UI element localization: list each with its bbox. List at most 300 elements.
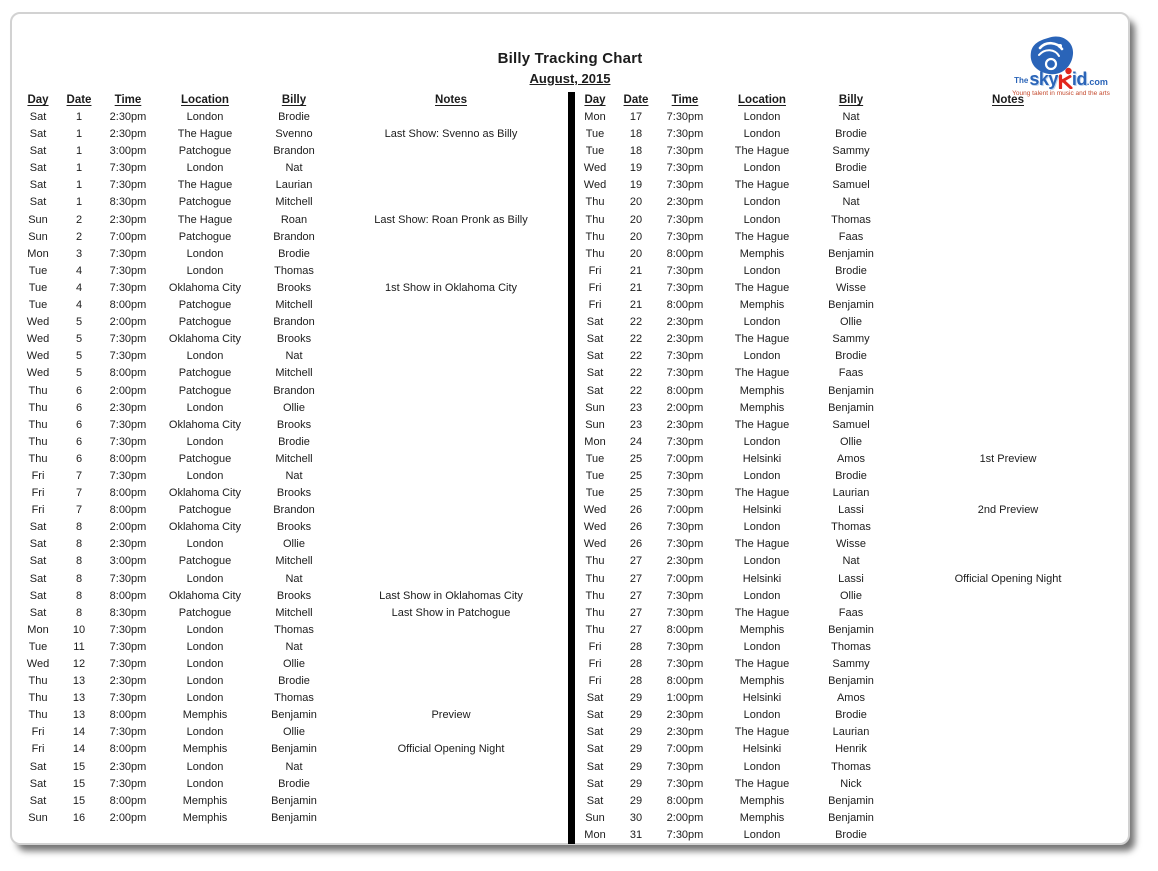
schedule-row bbox=[575, 177, 1125, 194]
cell-time: 7:30pm bbox=[666, 658, 704, 670]
cell-date: 16 bbox=[72, 811, 86, 824]
cell-day: Fri bbox=[588, 299, 602, 312]
cell-date: 28 bbox=[629, 658, 643, 670]
cell-day: Sat bbox=[29, 196, 47, 209]
schedule-row bbox=[18, 417, 568, 434]
logo-the-text: The bbox=[1014, 76, 1029, 85]
cell-billy: Benjamin bbox=[828, 247, 874, 260]
schedule-row bbox=[18, 297, 568, 314]
cell-notes: 2nd Preview bbox=[977, 504, 1039, 517]
cell-notes: Last Show in Oklahomas City bbox=[379, 589, 523, 602]
cell-location: Memphis bbox=[182, 743, 228, 756]
col-header-location: Location bbox=[181, 94, 229, 106]
schedule-row bbox=[18, 588, 568, 605]
cell-location: Memphis bbox=[739, 811, 785, 824]
cell-date: 17 bbox=[629, 111, 643, 123]
cell-location: The Hague bbox=[734, 333, 790, 346]
cell-time: 7:30pm bbox=[666, 469, 704, 482]
schedule-row bbox=[18, 434, 568, 451]
cell-billy: Brodie bbox=[835, 709, 867, 722]
cell-time: 7:30pm bbox=[109, 435, 147, 448]
cell-day: Sat bbox=[29, 589, 47, 602]
cell-date: 25 bbox=[629, 487, 643, 500]
cell-billy: Thomas bbox=[831, 640, 871, 653]
cell-location: London bbox=[743, 162, 781, 175]
cell-date: 14 bbox=[72, 743, 86, 756]
cell-time: 7:30pm bbox=[109, 333, 147, 346]
cell-time: 8:00pm bbox=[666, 247, 704, 260]
cell-time: 8:00pm bbox=[666, 299, 704, 312]
cell-time: 8:00pm bbox=[109, 487, 147, 500]
cell-day: Thu bbox=[28, 452, 48, 465]
cell-date: 20 bbox=[629, 247, 643, 260]
cell-notes bbox=[891, 553, 1125, 570]
cell-day: Wed bbox=[26, 367, 50, 380]
cell-day: Fri bbox=[31, 743, 45, 756]
cell-location: The Hague bbox=[734, 487, 790, 500]
cell-time: 8:00pm bbox=[109, 367, 147, 380]
schedule-row bbox=[575, 759, 1125, 776]
cell-location: The Hague bbox=[734, 179, 790, 192]
schedule-row bbox=[18, 741, 568, 758]
cell-billy: Thomas bbox=[274, 264, 314, 277]
cell-notes: Preview bbox=[431, 709, 471, 722]
cell-day: Sat bbox=[29, 572, 47, 585]
cell-time: 7:30pm bbox=[109, 179, 147, 192]
cell-date: 22 bbox=[629, 316, 643, 329]
cell-location: Helsinki bbox=[742, 504, 782, 517]
cell-date: 8 bbox=[75, 572, 83, 585]
cell-billy: Brooks bbox=[276, 281, 312, 294]
cell-date: 26 bbox=[629, 538, 643, 551]
cell-day: Sat bbox=[586, 760, 604, 773]
cell-time: 7:30pm bbox=[666, 777, 704, 790]
cell-location: London bbox=[186, 640, 224, 653]
cell-notes bbox=[334, 502, 568, 519]
schedule-row bbox=[575, 553, 1125, 570]
cell-billy: Brandon bbox=[273, 384, 315, 397]
cell-billy: Ollie bbox=[839, 435, 862, 448]
cell-location: London bbox=[743, 640, 781, 653]
cell-day: Thu bbox=[28, 709, 48, 722]
cell-notes bbox=[334, 434, 568, 451]
cell-notes: Official Opening Night bbox=[954, 572, 1062, 585]
cell-location: Patchogue bbox=[178, 606, 232, 619]
schedule-row bbox=[575, 434, 1125, 451]
schedule-row bbox=[18, 229, 568, 246]
cell-time: 8:00pm bbox=[109, 709, 147, 722]
cell-date: 20 bbox=[629, 196, 643, 209]
cell-location: Memphis bbox=[739, 675, 785, 688]
cell-day: Tue bbox=[585, 128, 605, 141]
cell-location: London bbox=[186, 435, 224, 448]
cell-location: Oklahoma City bbox=[168, 487, 242, 500]
cell-date: 1 bbox=[75, 111, 83, 123]
cell-time: 8:30pm bbox=[109, 606, 147, 619]
cell-notes bbox=[334, 109, 568, 126]
cell-location: London bbox=[743, 709, 781, 722]
cell-billy: Ollie bbox=[839, 316, 862, 329]
cell-date: 22 bbox=[629, 367, 643, 380]
schedule-row bbox=[575, 160, 1125, 177]
cell-time: 2:00pm bbox=[666, 401, 704, 414]
cell-time: 8:00pm bbox=[666, 794, 704, 807]
cell-billy: Mitchell bbox=[275, 196, 313, 209]
cell-time: 7:30pm bbox=[109, 692, 147, 705]
cell-day: Thu bbox=[28, 692, 48, 705]
schedule-row bbox=[575, 519, 1125, 536]
cell-date: 12 bbox=[72, 658, 86, 670]
cell-billy: Samuel bbox=[832, 179, 870, 192]
cell-date: 6 bbox=[75, 401, 83, 414]
cell-location: London bbox=[186, 777, 224, 790]
cell-notes bbox=[334, 297, 568, 314]
cell-time: 2:00pm bbox=[666, 811, 704, 824]
schedule-row bbox=[18, 536, 568, 553]
col-header-time: Time bbox=[114, 94, 142, 106]
schedule-row bbox=[575, 622, 1125, 639]
cell-billy: Brodie bbox=[278, 435, 310, 448]
cell-notes bbox=[891, 673, 1125, 690]
cell-billy: Laurian bbox=[275, 179, 313, 192]
cell-billy: Brodie bbox=[278, 777, 310, 790]
cell-location: London bbox=[186, 247, 224, 260]
cell-time: 2:30pm bbox=[666, 726, 704, 739]
cell-billy: Benjamin bbox=[271, 794, 317, 807]
cell-notes bbox=[891, 297, 1125, 314]
cell-notes bbox=[891, 212, 1125, 229]
cell-billy: Nat bbox=[285, 572, 303, 585]
schedule-row bbox=[575, 297, 1125, 314]
cell-time: 7:00pm bbox=[109, 230, 147, 243]
schedule-row bbox=[575, 365, 1125, 382]
cell-date: 1 bbox=[75, 196, 83, 209]
cell-notes bbox=[334, 229, 568, 246]
schedule-row bbox=[575, 246, 1125, 263]
cell-billy: Brandon bbox=[273, 230, 315, 243]
cell-location: London bbox=[743, 196, 781, 209]
cell-time: 7:30pm bbox=[109, 418, 147, 431]
logo-com-text: .com bbox=[1086, 77, 1108, 87]
cell-day: Fri bbox=[31, 504, 45, 517]
schedule-row bbox=[18, 160, 568, 177]
cell-time: 7:30pm bbox=[109, 469, 147, 482]
schedule-row bbox=[575, 724, 1125, 741]
cell-date: 11 bbox=[73, 640, 85, 653]
cell-location: The Hague bbox=[734, 418, 790, 431]
schedule-tables bbox=[12, 92, 1128, 844]
cell-location: The Hague bbox=[734, 145, 790, 158]
cell-time: 2:30pm bbox=[666, 316, 704, 329]
cell-date: 7 bbox=[75, 469, 83, 482]
cell-day: Fri bbox=[588, 281, 602, 294]
cell-day: Thu bbox=[585, 555, 605, 568]
schedule-row bbox=[18, 519, 568, 536]
cell-location: Oklahoma City bbox=[168, 333, 242, 346]
cell-billy: Lassi bbox=[838, 572, 864, 585]
cell-date: 30 bbox=[629, 811, 643, 824]
schedule-row bbox=[18, 177, 568, 194]
cell-date: 31 bbox=[629, 828, 643, 841]
cell-notes bbox=[891, 263, 1125, 280]
schedule-row bbox=[575, 468, 1125, 485]
cell-time: 7:00pm bbox=[666, 504, 704, 517]
cell-billy: Nat bbox=[842, 111, 860, 123]
cell-notes bbox=[891, 434, 1125, 451]
schedule-row bbox=[18, 639, 568, 656]
cell-date: 25 bbox=[629, 469, 643, 482]
col-header-date: Date bbox=[66, 94, 92, 106]
cell-billy: Svenno bbox=[275, 128, 313, 141]
cell-time: 2:00pm bbox=[109, 811, 147, 824]
cell-location: The Hague bbox=[177, 179, 233, 192]
cell-location: Memphis bbox=[739, 247, 785, 260]
cell-time: 7:30pm bbox=[666, 521, 704, 534]
cell-date: 28 bbox=[629, 640, 643, 653]
schedule-row bbox=[18, 365, 568, 382]
schedule-row bbox=[575, 673, 1125, 690]
cell-date: 6 bbox=[75, 418, 83, 431]
cell-location: London bbox=[743, 264, 781, 277]
cell-day: Sat bbox=[29, 162, 47, 175]
cell-date: 4 bbox=[75, 264, 83, 277]
cell-time: 7:30pm bbox=[666, 640, 704, 653]
cell-day: Wed bbox=[26, 658, 50, 670]
cell-billy: Brooks bbox=[276, 333, 312, 346]
cell-time: 8:00pm bbox=[109, 299, 147, 312]
cell-time: 7:30pm bbox=[666, 230, 704, 243]
cell-date: 19 bbox=[629, 179, 643, 192]
document-page bbox=[10, 12, 1130, 845]
cell-time: 7:30pm bbox=[666, 179, 704, 192]
cell-day: Wed bbox=[583, 162, 607, 175]
cell-time: 2:30pm bbox=[109, 128, 147, 141]
cell-date: 4 bbox=[75, 281, 83, 294]
cell-billy: Mitchell bbox=[275, 555, 313, 568]
cell-billy: Brandon bbox=[273, 504, 315, 517]
schedule-row bbox=[575, 810, 1125, 827]
cell-date: 13 bbox=[72, 692, 86, 705]
cell-day: Wed bbox=[26, 333, 50, 346]
cell-date: 6 bbox=[75, 452, 83, 465]
cell-day: Sun bbox=[28, 230, 48, 243]
cell-day: Thu bbox=[585, 606, 605, 619]
cell-location: Memphis bbox=[739, 794, 785, 807]
cell-date: 29 bbox=[629, 760, 643, 773]
cell-notes bbox=[891, 827, 1125, 844]
cell-location: Oklahoma City bbox=[168, 589, 242, 602]
cell-notes: 1st Preview bbox=[979, 452, 1037, 465]
cell-time: 7:30pm bbox=[666, 213, 704, 226]
cell-billy: Ollie bbox=[282, 538, 305, 551]
schedule-row bbox=[18, 383, 568, 400]
logo-tagline: Young talent in music and the arts bbox=[1012, 90, 1110, 97]
schedule-row bbox=[18, 673, 568, 690]
cell-location: Memphis bbox=[182, 709, 228, 722]
cell-billy: Wisse bbox=[836, 538, 866, 551]
cell-billy: Brodie bbox=[835, 828, 867, 841]
cell-date: 18 bbox=[629, 145, 643, 158]
cell-notes bbox=[334, 793, 568, 810]
cell-billy: Ollie bbox=[839, 589, 862, 602]
cell-location: London bbox=[743, 316, 781, 329]
cell-day: Wed bbox=[26, 350, 50, 363]
cell-date: 15 bbox=[72, 794, 86, 807]
cell-date: 5 bbox=[75, 316, 83, 329]
cell-date: 3 bbox=[75, 247, 83, 260]
cell-date: 20 bbox=[629, 230, 643, 243]
skykid-logo bbox=[996, 36, 1126, 100]
cell-location: The Hague bbox=[734, 367, 790, 380]
schedule-row bbox=[18, 263, 568, 280]
cell-day: Thu bbox=[28, 384, 48, 397]
cell-time: 2:30pm bbox=[109, 538, 147, 551]
cell-time: 7:30pm bbox=[109, 350, 147, 363]
cell-notes bbox=[891, 656, 1125, 673]
cell-time: 7:30pm bbox=[666, 281, 704, 294]
schedule-row bbox=[575, 126, 1125, 143]
cell-location: London bbox=[186, 469, 224, 482]
cell-notes bbox=[334, 400, 568, 417]
cell-day: Thu bbox=[28, 401, 48, 414]
cell-notes: 1st Show in Oklahoma City bbox=[384, 281, 518, 294]
cell-notes bbox=[334, 639, 568, 656]
cell-billy: Nat bbox=[842, 555, 860, 568]
cell-notes bbox=[891, 622, 1125, 639]
cell-notes bbox=[334, 622, 568, 639]
cell-day: Wed bbox=[583, 538, 607, 551]
cell-notes bbox=[334, 776, 568, 793]
cell-date: 1 bbox=[75, 145, 83, 158]
cell-date: 26 bbox=[629, 504, 643, 517]
schedule-row bbox=[575, 571, 1125, 588]
cell-location: Helsinki bbox=[742, 572, 782, 585]
schedule-row bbox=[575, 605, 1125, 622]
cell-day: Tue bbox=[585, 487, 605, 500]
left-half bbox=[18, 92, 568, 844]
cell-location: The Hague bbox=[734, 606, 790, 619]
cell-time: 7:00pm bbox=[666, 452, 704, 465]
cell-billy: Brodie bbox=[835, 128, 867, 141]
cell-day: Wed bbox=[583, 179, 607, 192]
cell-billy: Brodie bbox=[835, 469, 867, 482]
cell-day: Thu bbox=[585, 572, 605, 585]
cell-time: 8:30pm bbox=[109, 196, 147, 209]
cell-location: The Hague bbox=[177, 213, 233, 226]
cell-notes bbox=[891, 724, 1125, 741]
cell-billy: Benjamin bbox=[828, 811, 874, 824]
cell-notes bbox=[334, 348, 568, 365]
schedule-row bbox=[575, 656, 1125, 673]
cell-time: 7:30pm bbox=[666, 589, 704, 602]
cell-billy: Benjamin bbox=[271, 811, 317, 824]
cell-billy: Brooks bbox=[276, 521, 312, 534]
cell-notes bbox=[334, 810, 568, 827]
cell-billy: Nat bbox=[285, 350, 303, 363]
cell-time: 2:30pm bbox=[109, 401, 147, 414]
cell-billy: Mitchell bbox=[275, 606, 313, 619]
cell-date: 22 bbox=[629, 350, 643, 363]
cell-notes bbox=[891, 280, 1125, 297]
cell-day: Sat bbox=[29, 555, 47, 568]
cell-day: Fri bbox=[588, 264, 602, 277]
cell-date: 29 bbox=[629, 709, 643, 722]
cell-billy: Thomas bbox=[831, 760, 871, 773]
cell-day: Sun bbox=[28, 213, 48, 226]
cell-date: 22 bbox=[629, 333, 643, 346]
cell-day: Sat bbox=[586, 777, 604, 790]
cell-notes bbox=[891, 160, 1125, 177]
cell-location: The Hague bbox=[734, 281, 790, 294]
cell-time: 7:00pm bbox=[666, 743, 704, 756]
cell-date: 1 bbox=[75, 179, 83, 192]
schedule-row bbox=[18, 759, 568, 776]
cell-time: 7:30pm bbox=[109, 777, 147, 790]
cell-notes: Official Opening Night bbox=[397, 743, 505, 756]
cell-day: Wed bbox=[583, 521, 607, 534]
cell-day: Mon bbox=[584, 111, 606, 123]
cell-billy: Nat bbox=[842, 196, 860, 209]
schedule-row bbox=[18, 622, 568, 639]
cell-notes bbox=[891, 741, 1125, 758]
cell-billy: Nat bbox=[285, 760, 303, 773]
cell-date: 21 bbox=[629, 281, 643, 294]
cell-billy: Roan bbox=[280, 213, 308, 226]
title-block bbox=[12, 50, 1128, 89]
cell-date: 27 bbox=[629, 589, 643, 602]
cell-date: 24 bbox=[629, 435, 643, 448]
cell-day: Fri bbox=[31, 469, 45, 482]
cell-notes bbox=[334, 468, 568, 485]
cell-day: Tue bbox=[585, 145, 605, 158]
cell-day: Sat bbox=[29, 538, 47, 551]
schedule-row bbox=[18, 212, 568, 229]
cell-date: 29 bbox=[629, 726, 643, 739]
schedule-row bbox=[575, 502, 1125, 519]
cell-billy: Benjamin bbox=[828, 401, 874, 414]
cell-billy: Benjamin bbox=[828, 299, 874, 312]
cell-billy: Benjamin bbox=[271, 709, 317, 722]
schedule-row bbox=[18, 468, 568, 485]
cell-day: Fri bbox=[588, 640, 602, 653]
cell-billy: Henrik bbox=[835, 743, 867, 756]
col-header-location: Location bbox=[738, 94, 786, 106]
cell-time: 8:00pm bbox=[666, 384, 704, 397]
cell-day: Wed bbox=[583, 504, 607, 517]
cell-location: London bbox=[186, 623, 224, 636]
cell-notes bbox=[334, 383, 568, 400]
cell-notes bbox=[891, 331, 1125, 348]
right-half bbox=[575, 92, 1125, 844]
cell-location: Patchogue bbox=[178, 384, 232, 397]
cell-date: 4 bbox=[75, 299, 83, 312]
cell-date: 2 bbox=[75, 213, 83, 226]
cell-notes bbox=[334, 246, 568, 263]
cell-notes bbox=[891, 519, 1125, 536]
cell-date: 7 bbox=[75, 487, 83, 500]
cell-day: Sat bbox=[586, 743, 604, 756]
cell-day: Tue bbox=[585, 452, 605, 465]
schedule-row bbox=[575, 400, 1125, 417]
cell-location: London bbox=[743, 828, 781, 841]
cell-location: Helsinki bbox=[742, 743, 782, 756]
schedule-row bbox=[575, 229, 1125, 246]
cell-date: 29 bbox=[629, 794, 643, 807]
schedule-row bbox=[18, 194, 568, 211]
cell-date: 5 bbox=[75, 333, 83, 346]
schedule-row bbox=[18, 502, 568, 519]
cell-location: Memphis bbox=[739, 299, 785, 312]
